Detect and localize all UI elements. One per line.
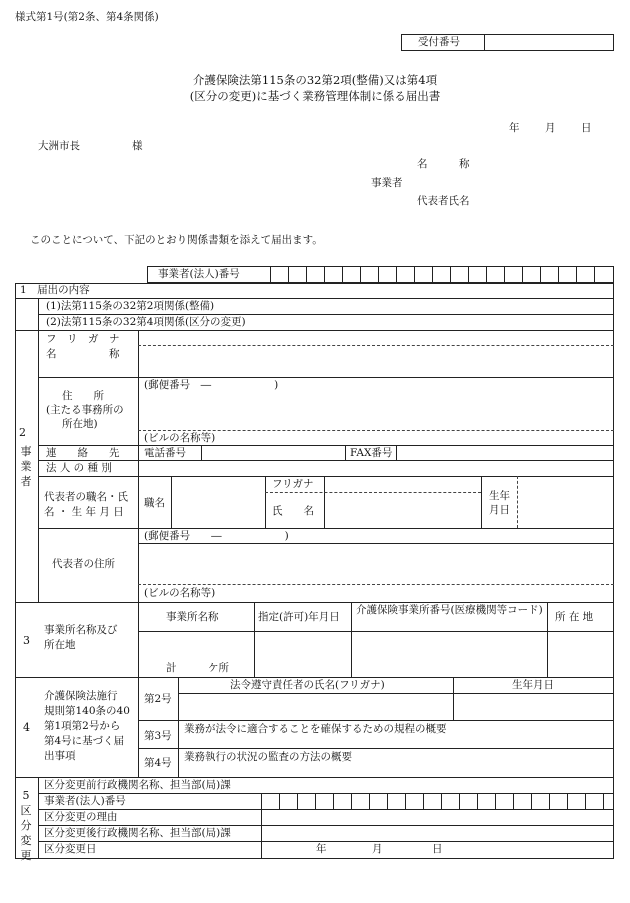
- s4-no4: 第4号: [144, 757, 172, 769]
- s3-label-2: 所在地: [44, 639, 76, 651]
- s4-no2-col-name: 法令遵守責任者の氏名(フリガナ): [230, 679, 385, 691]
- operator-number-row: [147, 266, 614, 283]
- s2-vertical-label: 事業者: [20, 445, 32, 488]
- s5-vertical-label: 5区分変更: [20, 789, 32, 862]
- col-designation-date: 指定(許可)年月日: [258, 611, 340, 623]
- date-month: 月: [545, 122, 556, 134]
- position-label: 職名: [144, 497, 165, 509]
- s4-no2-col-birth: 生年月日: [512, 679, 554, 691]
- applicant-rep-label: 代表者氏名: [417, 195, 470, 207]
- fax-label: FAX番号: [350, 447, 393, 459]
- birth-label-1: 生年: [489, 490, 510, 502]
- s5-operator-number-cells: [261, 793, 614, 809]
- rep-postal-code-field[interactable]: (郵便番号 ― ): [144, 530, 289, 542]
- s4-no2: 第2号: [144, 693, 172, 705]
- col-location: 所 在 地: [555, 611, 594, 623]
- col-office-code: 介護保険事業所番号(医療機関等コード): [356, 604, 543, 616]
- corp-type-label: 法 人 の 種 別: [46, 462, 112, 474]
- contact-label: 連 絡 先: [46, 447, 120, 459]
- title-line2: (区分の変更)に基づく業務管理体制に係る届出書: [189, 89, 441, 103]
- rep-address-label: 代表者の住所: [52, 558, 115, 570]
- rep-title-label-1: 代表者の職名・氏: [44, 491, 128, 503]
- s4-no3-text: 業務が法令に適合することを確保するための規程の概要: [184, 723, 447, 735]
- name-label: 名 称: [46, 348, 120, 360]
- s5-row1: 区分変更前行政機関名称、担当部(局)課: [44, 779, 231, 791]
- s4-label-5: 出事項: [44, 750, 76, 762]
- s1-item1: (1)法第115条の32第2項関係(整備): [46, 300, 215, 312]
- s5-change-year: 年: [316, 843, 327, 855]
- intro-text: このことについて、下記のとおり関係書類を添えて届出ます。: [30, 234, 323, 246]
- form-number: 様式第1号(第2条、第4条関係): [15, 11, 159, 23]
- s5-change-month: 月: [372, 843, 383, 855]
- operator-number-cells: [270, 267, 613, 282]
- s5-row4: 区分変更後行政機関名称、担当部(局)課: [44, 827, 231, 839]
- s1-item2: (2)法第115条の32第4項関係(区分の変更): [46, 316, 246, 328]
- s4-label-3: 第1項第2号から: [44, 720, 121, 732]
- s1-heading: 1 届出の内容: [20, 284, 90, 296]
- operator-number-label: 事業者(法人)番号: [158, 268, 240, 280]
- col-office-name: 事業所名称: [166, 611, 219, 623]
- birth-label-2: 月日: [489, 504, 510, 516]
- date-year: 年: [509, 122, 520, 134]
- s4-no3: 第3号: [144, 730, 172, 742]
- addressee-suffix: 様: [132, 140, 143, 152]
- s4-number: 4: [23, 721, 30, 734]
- s4-label-2: 規則第140条の40: [44, 705, 130, 717]
- main-form-table: [15, 283, 614, 859]
- addressee: 大洲市長: [38, 140, 80, 152]
- s5-row2: 事業者(法人)番号: [44, 795, 126, 807]
- date-day: 日: [581, 122, 592, 134]
- receipt-label: 受付番号: [418, 36, 460, 48]
- s4-label-1: 介護保険法施行: [44, 690, 118, 702]
- applicant-name-label: 名 称: [417, 158, 470, 170]
- phone-label: 電話番号: [144, 447, 186, 459]
- s5-change-day: 日: [432, 843, 443, 855]
- s2-number: 2: [19, 426, 26, 439]
- title-line1: 介護保険法第115条の32第2項(整備)又は第4項: [192, 73, 438, 87]
- rep-furigana-label: フリガナ: [272, 478, 314, 490]
- s5-row3: 区分変更の理由: [44, 811, 118, 823]
- building-name-field[interactable]: (ビルの名称等): [144, 432, 216, 444]
- s5-row5: 区分変更日: [44, 843, 97, 855]
- s3-number: 3: [23, 634, 30, 647]
- applicant-operator-label: 事業者: [371, 177, 403, 189]
- rep-title-label-2: 名 ・ 生 年 月 日: [44, 506, 124, 518]
- postal-code-field[interactable]: (郵便番号 ― ): [144, 379, 279, 391]
- address-label-3: 所在地): [62, 418, 98, 430]
- furigana-label: フ リ ガ ナ: [46, 333, 120, 345]
- s4-no4-text: 業務執行の状況の監査の方法の概要: [184, 751, 352, 763]
- receipt-box: [401, 34, 614, 51]
- address-label-2: (主たる事務所の: [46, 404, 124, 416]
- rep-name-label: 氏 名: [272, 505, 314, 517]
- rep-building-name-field[interactable]: (ビルの名称等): [144, 587, 216, 599]
- address-label-1: 住 所: [62, 390, 104, 402]
- s3-label-1: 事業所名称及び: [44, 624, 118, 636]
- s4-label-4: 第4号に基づく届: [44, 735, 125, 747]
- office-total: 計 ケ所: [166, 662, 229, 674]
